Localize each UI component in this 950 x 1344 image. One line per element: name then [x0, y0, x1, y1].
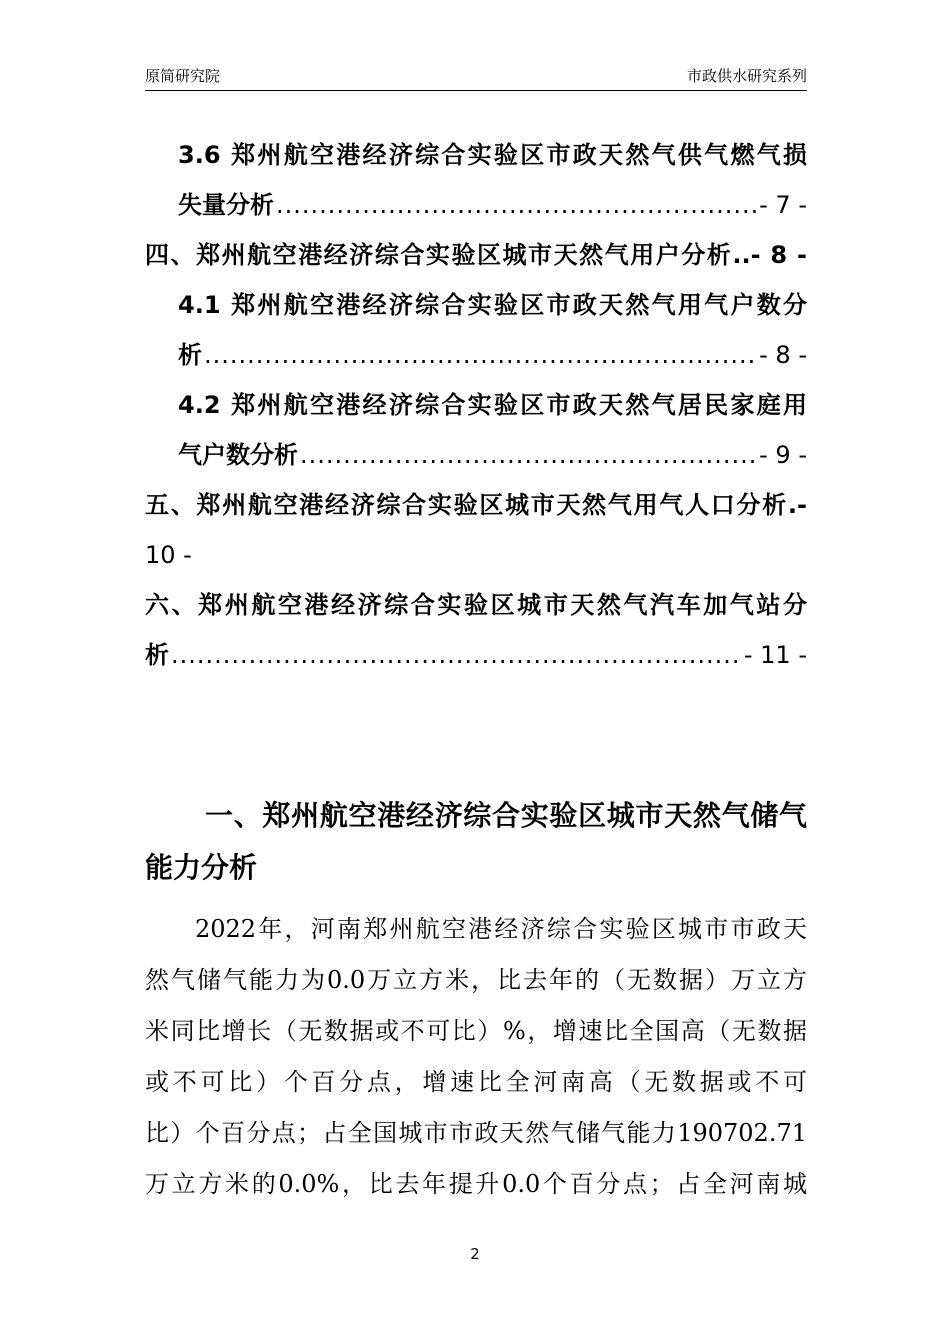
- toc-page-ref: - 9 -: [759, 441, 807, 469]
- toc-leader-dots: [276, 180, 757, 230]
- toc-entry-6-line1[interactable]: 六、郑州航空港经济综合实验区城市天然气汽车加气站分: [145, 591, 807, 619]
- toc-entry-3-6-line1[interactable]: 3.6 郑州航空港经济综合实验区市政天然气供气燃气损: [178, 141, 807, 169]
- toc-entry-6-line2[interactable]: [145, 630, 807, 680]
- section-body-paragraph: [145, 904, 807, 1210]
- section-heading: [145, 790, 807, 894]
- paragraph-line: 万立方米的0.0%，比去年提升0.0个百分点；占全河南城: [145, 1170, 807, 1198]
- page-header: [145, 64, 807, 91]
- toc-entry-text: 气户数分析: [178, 441, 298, 469]
- header-left-org: 原简研究院: [145, 67, 221, 85]
- section-title-line2: 能力分析: [145, 851, 258, 884]
- toc-entry-4-1-line1[interactable]: 4.1 郑州航空港经济综合实验区市政天然气用气户数分: [178, 291, 807, 319]
- toc-entry-5-line2[interactable]: 10 -: [145, 541, 192, 569]
- toc-entry-4-2-line1[interactable]: 4.2 郑州航空港经济综合实验区市政天然气居民家庭用: [178, 391, 807, 419]
- section-title-line1: 一、郑州航空港经济综合实验区城市天然气储气: [205, 799, 807, 832]
- paragraph-line: 然气储气能力为0.0万立方米，比去年的（无数据）万立方: [145, 966, 807, 994]
- page-number: 2: [470, 1245, 480, 1263]
- toc-page-ref: - 11 -: [743, 641, 807, 669]
- toc-entry-4-1-line2[interactable]: [178, 330, 807, 380]
- toc-leader-dots: [204, 330, 757, 380]
- header-right-series: 市政供水研究系列: [686, 67, 807, 85]
- paragraph-line: 比）个百分点；占全国城市市政天然气储气能力190702.71: [145, 1119, 807, 1147]
- toc-page-ref: - 8 -: [759, 341, 807, 369]
- paragraph-line: 2022年，河南郑州航空港经济综合实验区城市市政天: [195, 915, 807, 943]
- toc-entry-text: 失量分析: [178, 191, 274, 219]
- toc-entry-3-6-line2[interactable]: [178, 180, 807, 230]
- toc-leader-dots: [171, 630, 742, 680]
- table-of-contents: [145, 130, 807, 680]
- toc-entry-4[interactable]: 四、郑州航空港经济综合实验区城市天然气用户分析..- 8 -: [145, 241, 807, 269]
- toc-entry-text: 析: [178, 341, 202, 369]
- toc-entry-4-2-line2[interactable]: [178, 430, 807, 480]
- toc-entry-5-line1[interactable]: 五、郑州航空港经济综合实验区城市天然气用气人口分析.-: [145, 491, 807, 519]
- paragraph-line: 米同比增长（无数据或不可比）%，增速比全国高（无数据: [145, 1017, 807, 1045]
- toc-entry-text: 析: [145, 641, 169, 669]
- paragraph-line: 或不可比）个百分点，增速比全河南高（无数据或不可: [145, 1068, 807, 1096]
- toc-page-ref: - 7 -: [759, 191, 807, 219]
- toc-leader-dots: [300, 430, 757, 480]
